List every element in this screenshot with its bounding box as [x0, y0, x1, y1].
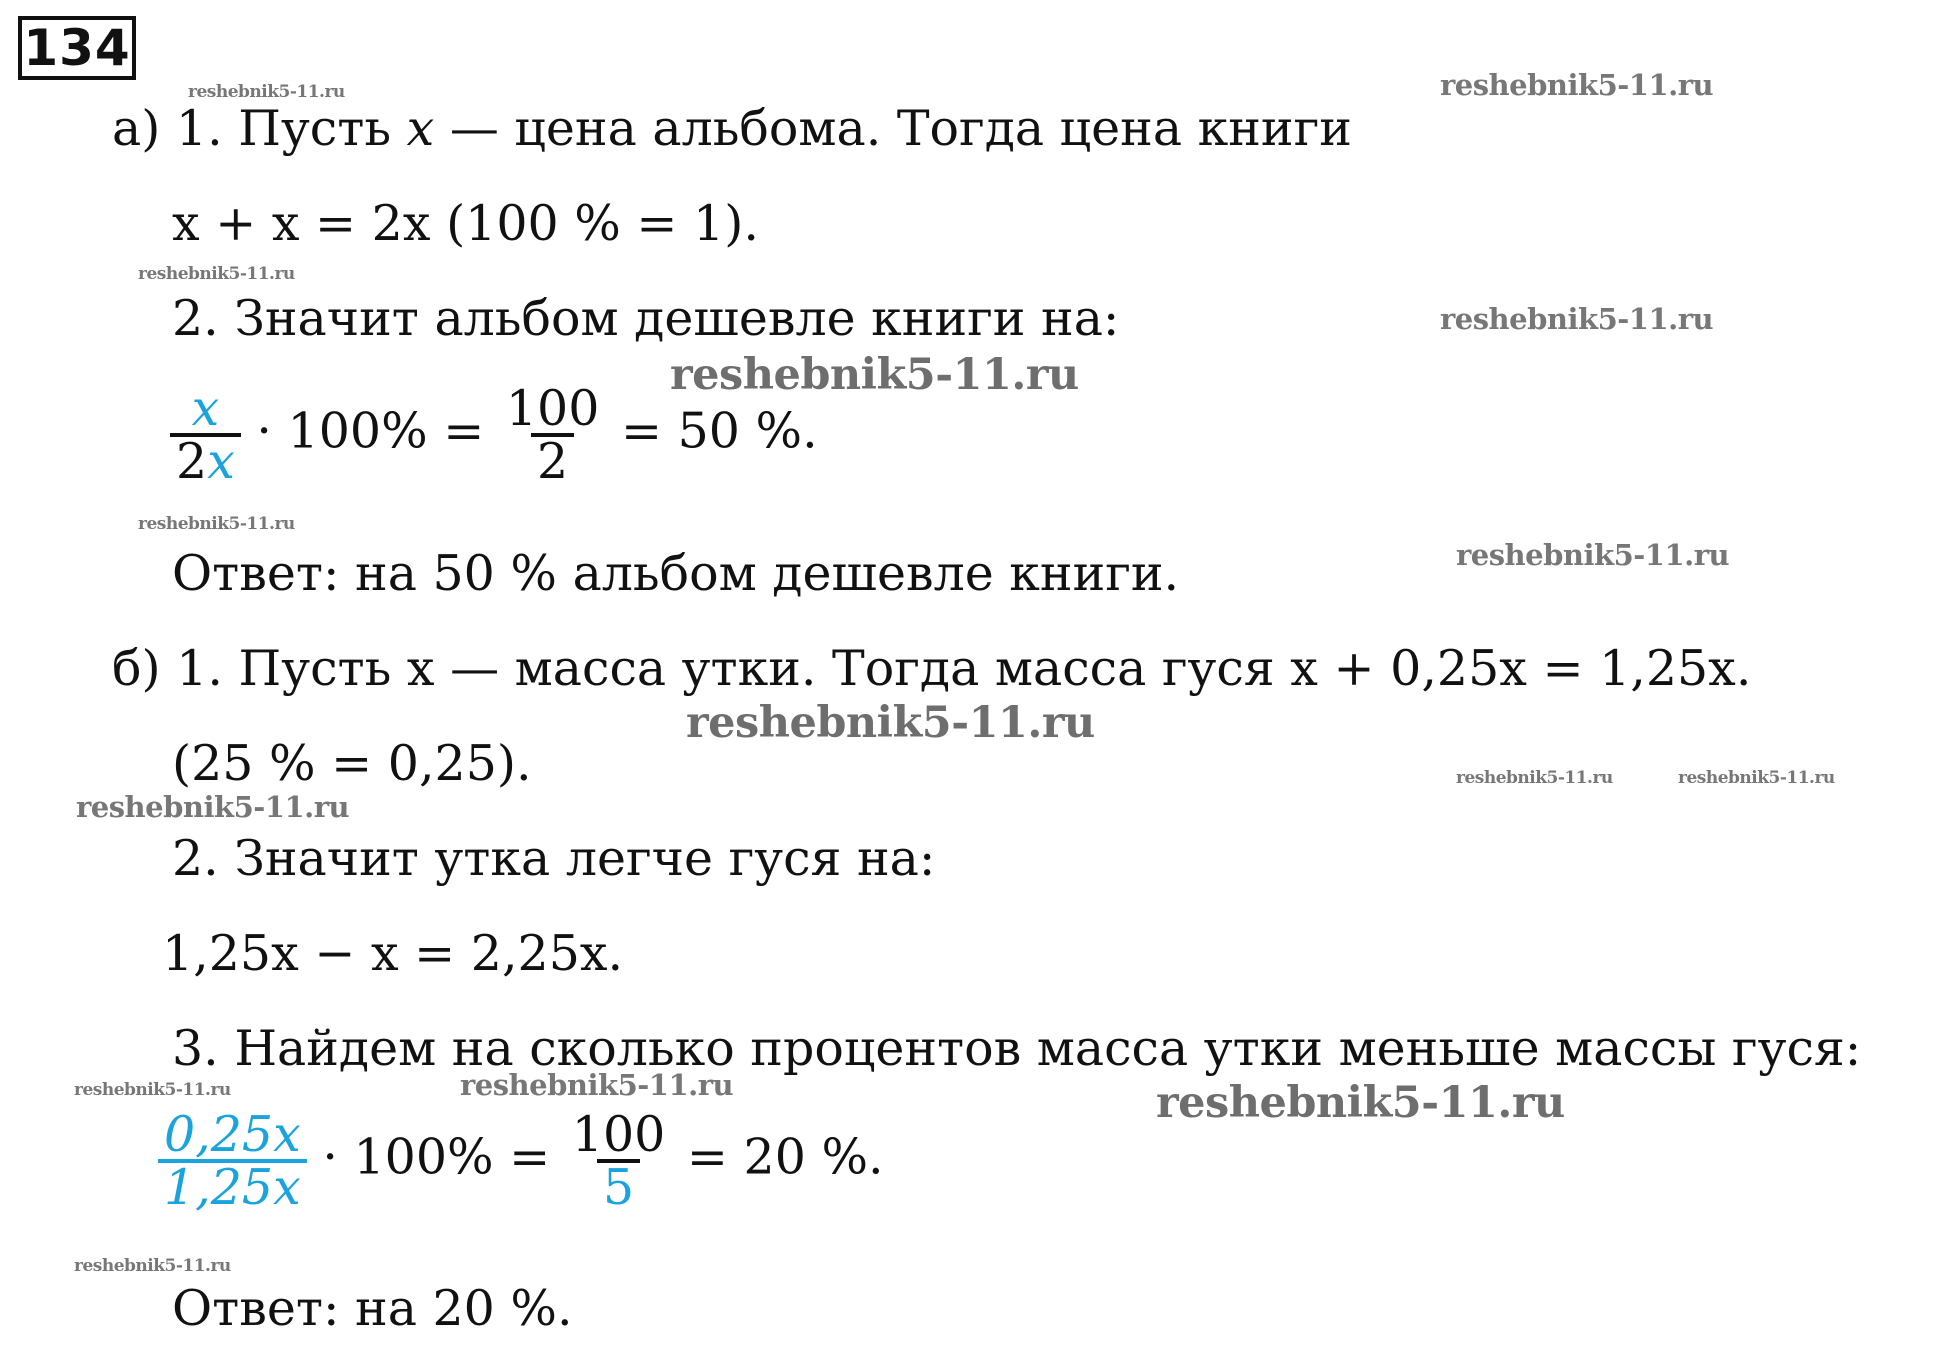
- watermark: reshebnik5-11.ru: [1456, 538, 1730, 572]
- a-fraction-1-den-coef: 2: [176, 433, 208, 490]
- a-line-1: [112, 100, 1352, 157]
- a-line-1-rest: — цена альбома. Тогда цена книги: [434, 100, 1352, 157]
- b-formula-end: = 20 %.: [686, 1128, 884, 1186]
- watermark: reshebnik5-11.ru: [686, 698, 1095, 748]
- watermark: reshebnik5-11.ru: [138, 514, 295, 534]
- b-line-4: 1,25x − x = 2,25x.: [162, 925, 624, 982]
- a-line-1-label: а) 1. Пусть: [112, 100, 407, 157]
- b-fraction-2-numerator: 100: [571, 1106, 666, 1163]
- a-line-3: 2. Значит альбом дешевле книги на:: [172, 290, 1120, 347]
- watermark: reshebnik5-11.ru: [74, 1080, 231, 1100]
- a-fraction-1-den-var: x: [207, 433, 235, 490]
- a-formula-mid: · 100% =: [256, 402, 485, 460]
- b-fraction-1-denominator: 1,25x: [158, 1159, 307, 1212]
- a-fraction-2: [500, 380, 606, 490]
- b-fraction-2-denominator: 5: [597, 1159, 640, 1212]
- b-line-5: 3. Найдем на сколько процентов масса утки меньше массы гуся:: [172, 1020, 1862, 1077]
- watermark: reshebnik5-11.ru: [138, 264, 295, 284]
- b-fraction-2: [566, 1106, 672, 1216]
- a-fraction-1: [170, 380, 241, 490]
- watermark: reshebnik5-11.ru: [1156, 1078, 1565, 1128]
- b-fraction-1: [158, 1106, 307, 1216]
- a-answer: Ответ: на 50 % альбом дешевле книги.: [172, 545, 1180, 602]
- b-formula: [158, 1106, 884, 1216]
- watermark: reshebnik5-11.ru: [1678, 768, 1835, 788]
- watermark: reshebnik5-11.ru: [670, 350, 1079, 400]
- a-fraction-2-denominator: 2: [531, 433, 574, 486]
- b-fraction-1-numerator: 0,25x: [164, 1106, 301, 1163]
- a-fraction-2-numerator: 100: [505, 380, 600, 437]
- problem-number: 134: [18, 16, 136, 80]
- a-fraction-1-numerator: x: [191, 380, 220, 437]
- a-fraction-1-denominator: [170, 433, 241, 490]
- watermark: reshebnik5-11.ru: [188, 82, 345, 102]
- watermark: reshebnik5-11.ru: [74, 1256, 231, 1276]
- a-formula-end: = 50 %.: [620, 402, 818, 460]
- b-answer: Ответ: на 20 %.: [172, 1280, 573, 1337]
- watermark: reshebnik5-11.ru: [1456, 768, 1613, 788]
- watermark: reshebnik5-11.ru: [76, 790, 350, 824]
- a-line-1-var: x: [406, 100, 435, 157]
- watermark: reshebnik5-11.ru: [460, 1068, 734, 1102]
- b-line-1: б) 1. Пусть x — масса утки. Тогда масса гуся x + 0,25x = 1,25x.: [112, 640, 1752, 697]
- b-line-3: 2. Значит утка легче гуся на:: [172, 830, 936, 887]
- a-line-2: x + x = 2x (100 % = 1).: [172, 195, 759, 252]
- b-formula-mid: · 100% =: [322, 1128, 551, 1186]
- watermark: reshebnik5-11.ru: [1440, 302, 1714, 336]
- watermark: reshebnik5-11.ru: [1440, 68, 1714, 102]
- b-line-2: (25 % = 0,25).: [172, 735, 532, 792]
